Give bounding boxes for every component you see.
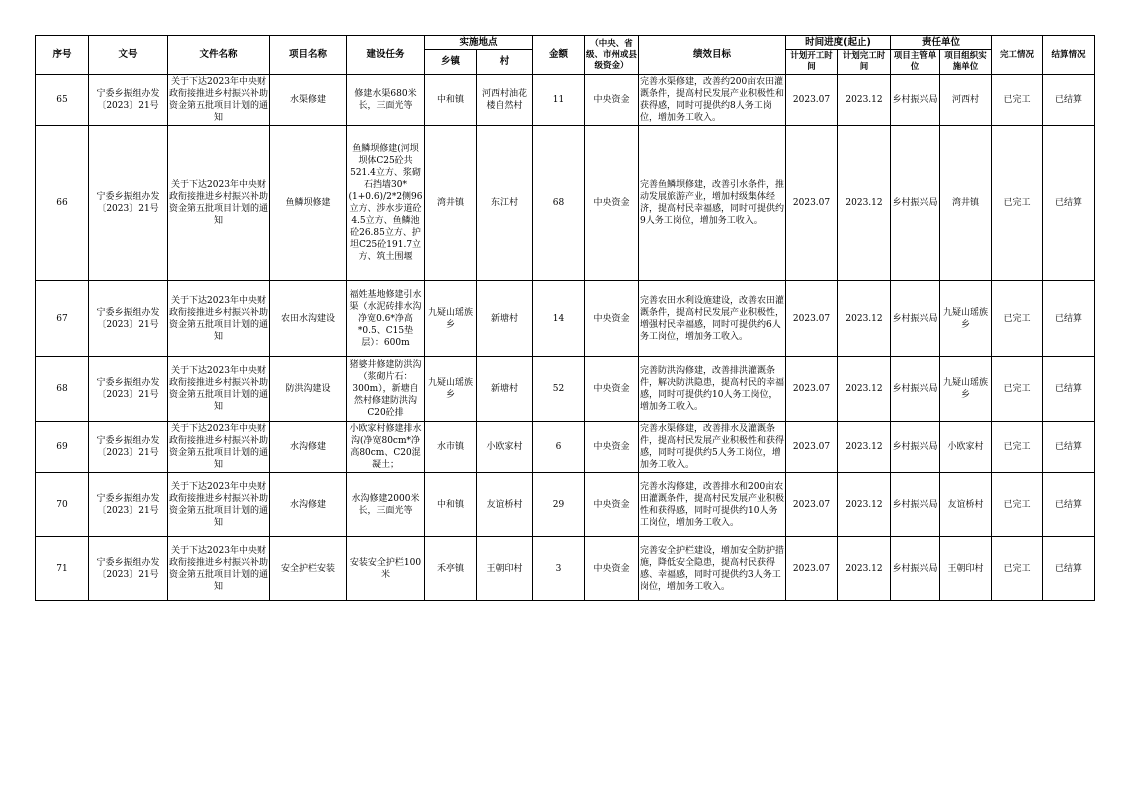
- cell-seq: 69: [36, 422, 89, 473]
- table-row: [36, 75, 1095, 126]
- cell-settlement: 已结算: [1043, 75, 1095, 126]
- cell-doc-name-text: 关于下达2023年中央财政衔接推进乡村振兴补助资金第五批项目计划的通知: [169, 366, 268, 412]
- cell-township: 九疑山瑶族乡: [425, 281, 477, 357]
- cell-doc-name-text: 关于下达2023年中央财政衔接推进乡村振兴补助资金第五批项目计划的通知: [169, 481, 268, 528]
- cell-doc-no-text: 宁委乡振组办发〔2023〕21号: [96, 307, 160, 330]
- cell-doc-no-text: 宁委乡振组办发〔2023〕21号: [96, 192, 160, 214]
- cell-task-text: 福姓基地修建引水渠（水泥砖排水沟净宽0.6*净高*0.5、C15垫层）：600m: [349, 289, 422, 348]
- cell-start: 2023.07: [786, 422, 838, 473]
- cell-doc-name: [168, 473, 270, 537]
- cell-performance-text: 完善农田水利设施建设，改善农田灌溉条件，提高村民发展产业积极性，增强村民幸福感，同时可提供约6人务工岗位，增加务工收入。: [640, 295, 784, 342]
- table-header: [36, 36, 1095, 75]
- cell-doc-no: [89, 473, 168, 537]
- cell-settlement: 已结算: [1043, 537, 1095, 601]
- cell-end: 2023.12: [838, 422, 891, 473]
- cell-project-name: 鱼鳞坝修建: [270, 126, 347, 281]
- cell-end: 2023.12: [838, 75, 891, 126]
- cell-settlement: 已结算: [1043, 281, 1095, 357]
- header-completion: 完工情况: [992, 36, 1043, 75]
- cell-supervisor: 乡村振兴局: [891, 281, 940, 357]
- cell-fund-source: 中央资金: [585, 75, 639, 126]
- cell-supervisor: 乡村振兴局: [891, 126, 940, 281]
- cell-supervisor: 乡村振兴局: [891, 473, 940, 537]
- cell-village: 友谊桥村: [477, 473, 533, 537]
- cell-start: 2023.07: [786, 537, 838, 601]
- header-fund-source: （中央、省级、市州或县级资金）: [585, 36, 639, 75]
- cell-implementer: 河西村: [940, 75, 992, 126]
- cell-project-name: 安全护栏安装: [270, 537, 347, 601]
- header-supervisor: 项目主管单位: [891, 50, 940, 75]
- header-doc-name: 文件名称: [168, 36, 270, 75]
- cell-performance: [639, 75, 786, 126]
- cell-amount: 11: [533, 75, 585, 126]
- header-start: 计划开工时间: [786, 50, 838, 75]
- table-row: [36, 281, 1095, 357]
- cell-seq: 67: [36, 281, 89, 357]
- cell-settlement: 已结算: [1043, 422, 1095, 473]
- cell-doc-no-text: 宁委乡振组办发〔2023〕21号: [96, 493, 160, 516]
- cell-end: 2023.12: [838, 537, 891, 601]
- cell-start: 2023.07: [786, 473, 838, 537]
- header-performance: 绩效目标: [639, 36, 786, 75]
- cell-village: 新塘村: [477, 357, 533, 422]
- cell-settlement: 已结算: [1043, 126, 1095, 281]
- cell-doc-name: [168, 281, 270, 357]
- cell-end: 2023.12: [838, 357, 891, 422]
- cell-supervisor: 乡村振兴局: [891, 537, 940, 601]
- cell-doc-no-text: 宁委乡振组办发〔2023〕21号: [96, 89, 160, 111]
- cell-doc-no: [89, 537, 168, 601]
- cell-fund-source: 中央资金: [585, 473, 639, 537]
- cell-performance: [639, 357, 786, 422]
- cell-completion: 已完工: [992, 357, 1043, 422]
- cell-doc-no: [89, 357, 168, 422]
- cell-performance-text: 完善鱼鳞坝修建，改善引水条件，推动发展旅游产业，增加村级集体经济，提高村民幸福感，同时可提供约9人务工岗位，增加务工收入。: [640, 180, 784, 226]
- cell-task: [347, 281, 425, 357]
- cell-start: 2023.07: [786, 75, 838, 126]
- cell-amount: 29: [533, 473, 585, 537]
- cell-doc-no: [89, 75, 168, 126]
- cell-doc-name-text: 关于下达2023年中央财政衔接推进乡村振兴补助资金第五批项目计划的通知: [169, 77, 268, 123]
- cell-task: [347, 422, 425, 473]
- cell-village: 东江村: [477, 126, 533, 281]
- cell-implementer: 友谊桥村: [940, 473, 992, 537]
- cell-performance: [639, 537, 786, 601]
- cell-doc-no-text: 宁委乡振组办发〔2023〕21号: [96, 378, 160, 400]
- cell-end: 2023.12: [838, 281, 891, 357]
- cell-fund-source: 中央资金: [585, 422, 639, 473]
- cell-supervisor: 乡村振兴局: [891, 422, 940, 473]
- cell-doc-name-text: 关于下达2023年中央财政衔接推进乡村振兴补助资金第五批项目计划的通知: [169, 545, 268, 592]
- cell-project-name: 防洪沟建设: [270, 357, 347, 422]
- cell-performance: [639, 473, 786, 537]
- cell-doc-name-text: 关于下达2023年中央财政衔接推进乡村振兴补助资金第五批项目计划的通知: [169, 180, 268, 226]
- cell-implementer: 九疑山瑶族乡: [940, 281, 992, 357]
- cell-completion: 已完工: [992, 537, 1043, 601]
- cell-township: 中和镇: [425, 75, 477, 126]
- cell-amount: 6: [533, 422, 585, 473]
- cell-task: [347, 537, 425, 601]
- project-table: [35, 35, 1095, 601]
- table-body: [36, 75, 1095, 601]
- cell-village: 河西村油花楼自然村: [477, 75, 533, 126]
- cell-start: 2023.07: [786, 357, 838, 422]
- cell-doc-name: [168, 75, 270, 126]
- table-row: [36, 473, 1095, 537]
- cell-village: 小欧家村: [477, 422, 533, 473]
- cell-performance-text: 完善水渠修建，改善排水及灌溉条件，提高村民发展产业积极性和获得感，同时可提供约5人务工岗位，增加务工收入。: [640, 424, 784, 470]
- cell-performance: [639, 422, 786, 473]
- cell-task-text: 小欧家村修建排水沟(净宽80cm*净高80cm、C20混凝土；: [349, 424, 422, 470]
- cell-seq: 66: [36, 126, 89, 281]
- table-row: [36, 126, 1095, 281]
- cell-seq: 68: [36, 357, 89, 422]
- cell-end: 2023.12: [838, 126, 891, 281]
- header-project-name: 项目名称: [270, 36, 347, 75]
- cell-township: 中和镇: [425, 473, 477, 537]
- cell-amount: 14: [533, 281, 585, 357]
- cell-township: 湾井镇: [425, 126, 477, 281]
- header-township: 乡镇: [425, 50, 477, 75]
- cell-seq: 70: [36, 473, 89, 537]
- cell-start: 2023.07: [786, 126, 838, 281]
- cell-township: 九疑山瑶族乡: [425, 357, 477, 422]
- cell-task: [347, 126, 425, 281]
- cell-performance-text: 完善安全护栏建设，增加安全防护措施，降低安全隐患，提高村民获得感、幸福感，同时可提供约3人务工岗位，增加务工收入。: [640, 545, 784, 592]
- cell-doc-no-text: 宁委乡振组办发〔2023〕21号: [96, 557, 160, 580]
- header-responsible: 责任单位: [891, 36, 992, 50]
- cell-doc-name: [168, 126, 270, 281]
- cell-fund-source: 中央资金: [585, 357, 639, 422]
- cell-amount: 3: [533, 537, 585, 601]
- header-end: 计划完工时间: [838, 50, 891, 75]
- table-row: [36, 357, 1095, 422]
- cell-implementer: 九疑山瑶族乡: [940, 357, 992, 422]
- cell-doc-name: [168, 537, 270, 601]
- cell-completion: 已完工: [992, 473, 1043, 537]
- cell-task-text: 鱼鳞坝修建(河坝坝体C25砼共521.4立方、浆砌石挡墙30*(1+0.6)/2*2侧96立方、涉水步道砼4.5立方、鱼鳞池砼26.85立方、护坦C25砼191.7立方、筑土围堰: [348, 144, 423, 262]
- table-row: [36, 422, 1095, 473]
- header-schedule: 时间进度(起止): [786, 36, 891, 50]
- header-task: 建设任务: [347, 36, 425, 75]
- cell-task-text: 修建水渠680米长，三面光等: [354, 89, 417, 111]
- cell-seq: 65: [36, 75, 89, 126]
- cell-doc-name: [168, 357, 270, 422]
- cell-task: [347, 357, 425, 422]
- cell-performance-text: 完善水渠修建，改善约200亩农田灌溉条件，提高村民发展产业积极性和获得感，同时可提供约8人务工岗位，增加务工收入。: [640, 77, 784, 123]
- cell-project-name: 农田水沟建设: [270, 281, 347, 357]
- cell-implementer: 王朝印村: [940, 537, 992, 601]
- table-row: [36, 537, 1095, 601]
- cell-doc-no: [89, 422, 168, 473]
- cell-supervisor: 乡村振兴局: [891, 75, 940, 126]
- project-sheet: [35, 35, 1095, 601]
- cell-performance-text: 完善水沟修建，改善排水和200亩农田灌溉条件，提高村民发展产业积极性和获得感，同时可提供约10人务工岗位，增加务工收入。: [640, 481, 784, 528]
- cell-end: 2023.12: [838, 473, 891, 537]
- header-doc-no: 文号: [89, 36, 168, 75]
- cell-village: 新塘村: [477, 281, 533, 357]
- cell-amount: 68: [533, 126, 585, 281]
- header-amount: 金额: [533, 36, 585, 75]
- cell-implementer: 小欧家村: [940, 422, 992, 473]
- cell-fund-source: 中央资金: [585, 126, 639, 281]
- cell-settlement: 已结算: [1043, 357, 1095, 422]
- cell-task: [347, 75, 425, 126]
- cell-settlement: 已结算: [1043, 473, 1095, 537]
- cell-doc-name-text: 关于下达2023年中央财政衔接推进乡村振兴补助资金第五批项目计划的通知: [169, 424, 268, 470]
- cell-task: [347, 473, 425, 537]
- header-location: 实施地点: [425, 36, 533, 50]
- cell-implementer: 湾井镇: [940, 126, 992, 281]
- cell-doc-name: [168, 422, 270, 473]
- cell-start: 2023.07: [786, 281, 838, 357]
- header-settlement: 结算情况: [1043, 36, 1095, 75]
- cell-performance: [639, 281, 786, 357]
- cell-seq: 71: [36, 537, 89, 601]
- cell-doc-name-text: 关于下达2023年中央财政衔接推进乡村振兴补助资金第五批项目计划的通知: [169, 295, 268, 342]
- cell-task-text: 水沟修建2000米长，三面光等: [351, 493, 420, 516]
- cell-supervisor: 乡村振兴局: [891, 357, 940, 422]
- cell-project-name: 水沟修建: [270, 473, 347, 537]
- cell-completion: 已完工: [992, 422, 1043, 473]
- cell-task-text: 猪婆井修建防洪沟（浆砌片石：300m），新塘自然村修建防洪沟C20砼排: [349, 360, 422, 418]
- header-implementer: 项目组织实施单位: [940, 50, 992, 75]
- cell-amount: 52: [533, 357, 585, 422]
- header-seq: 序号: [36, 36, 89, 75]
- cell-fund-source: 中央资金: [585, 281, 639, 357]
- cell-performance-text: 完善防洪沟修建，改善排洪灌溉条件，解决防洪隐患，提高村民的幸福感，同时可提供约10人务工岗位，增加务工收入。: [640, 366, 784, 412]
- cell-township: 水市镇: [425, 422, 477, 473]
- cell-performance: [639, 126, 786, 281]
- cell-completion: 已完工: [992, 126, 1043, 281]
- cell-task-text: 安装安全护栏100米: [349, 557, 422, 580]
- cell-doc-no-text: 宁委乡振组办发〔2023〕21号: [96, 436, 160, 458]
- cell-project-name: 水渠修建: [270, 75, 347, 126]
- cell-township: 禾亭镇: [425, 537, 477, 601]
- cell-completion: 已完工: [992, 281, 1043, 357]
- header-village: 村: [477, 50, 533, 75]
- cell-village: 王朝印村: [477, 537, 533, 601]
- cell-completion: 已完工: [992, 75, 1043, 126]
- cell-doc-no: [89, 281, 168, 357]
- cell-doc-no: [89, 126, 168, 281]
- cell-project-name: 水沟修建: [270, 422, 347, 473]
- cell-fund-source: 中央资金: [585, 537, 639, 601]
